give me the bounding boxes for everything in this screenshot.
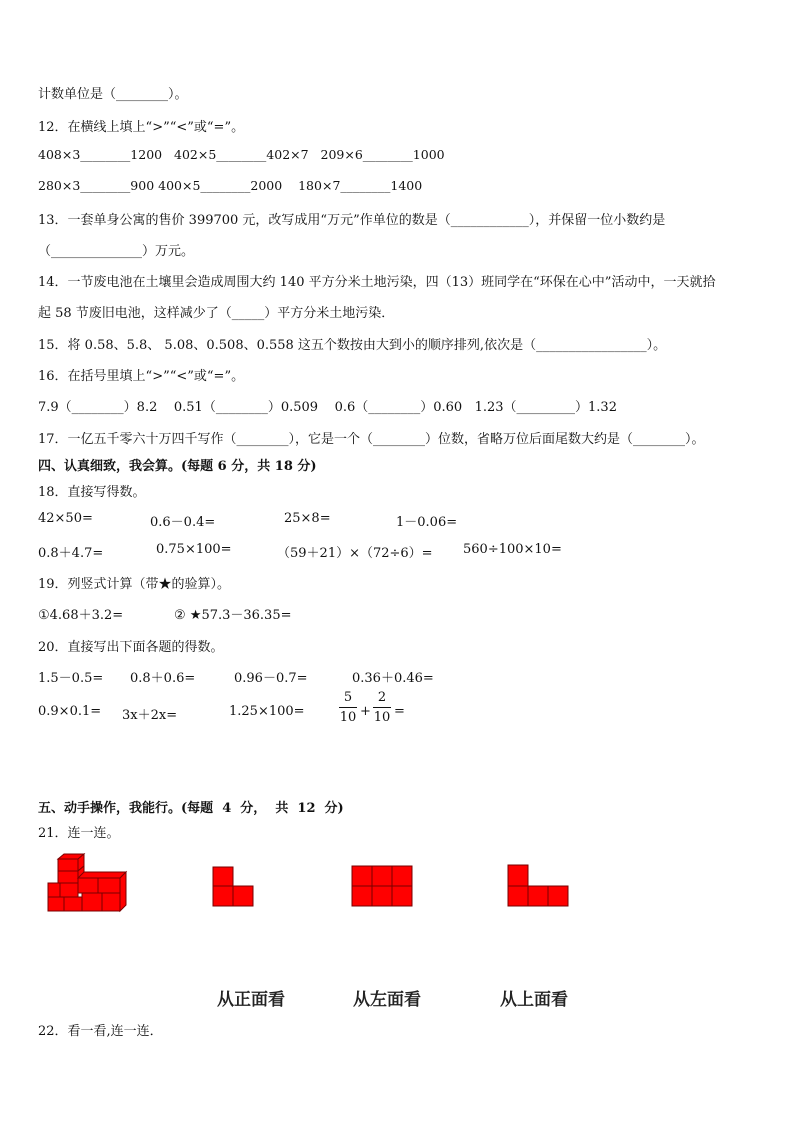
section-5-heading: 五、动手操作，我能行。(每题 4 分， 共 12 分) (38, 801, 344, 816)
fraction-2 (373, 690, 391, 725)
q20-item: 0.96－0.7= (234, 671, 308, 686)
q20-title: 20．直接写出下面各题的得数。 (38, 640, 224, 655)
q17: 17．一亿五千零六十万四千写作（________），它是一个（________）位数，省略万位后面尾数大约是（________）。 (38, 432, 705, 447)
fraction-1 (339, 690, 357, 725)
q18-item: 25×8= (284, 511, 331, 526)
view-shape-step (507, 864, 569, 907)
view-shape-grid (351, 865, 413, 907)
q18-item: 0.8＋4.7= (38, 546, 104, 561)
equals-sign: = (394, 704, 405, 719)
cube-solid-figure (44, 853, 128, 915)
q14-line2: 起 58 节废旧电池，这样减少了（_____）平方分米土地污染． (38, 306, 395, 321)
q13-line2: （______________）万元。 (38, 244, 195, 259)
view-shape-l (212, 866, 256, 908)
q20-item: 1.5－0.5= (38, 671, 104, 686)
q12-title: 12．在横线上填上“>”“<”或“=”。 (38, 120, 245, 135)
q19-item: ② ★57.3－36.35= (174, 608, 292, 623)
q18-item: （59＋21）×（72÷6）= (277, 546, 433, 561)
q22-title: 22．看一看,连一连． (38, 1024, 163, 1039)
q20-item: 1.25×100= (229, 704, 305, 719)
fraction-bar (339, 707, 357, 708)
q19-item: ①4.68＋3.2= (38, 608, 124, 623)
view-label-front: 从正面看 (217, 990, 285, 1010)
q12-row2: 280×3________900 400×5________2000 180×7________1400 (38, 178, 423, 193)
view-label-left: 从左面看 (353, 990, 421, 1010)
q20-item: 3x＋2x= (122, 708, 178, 723)
q20-item: 0.36＋0.46= (352, 671, 434, 686)
line-continuation: 计数单位是（________）。 (38, 87, 188, 102)
q13-line1: 13．一套单身公寓的售价 399700 元，改写成用“万元”作单位的数是（____________），并保留一位小数约是 (38, 213, 666, 228)
numerator: 5 (343, 690, 353, 705)
q14-line1: 14．一节废电池在土壤里会造成周围大约 140 平方分米土地污染，四（13）班同学在“环保在心中”活动中，一天就拾 (38, 275, 716, 290)
view-label-top: 从上面看 (500, 990, 568, 1010)
q18-item: 42×50= (38, 511, 93, 526)
q20-item: 0.9×0.1= (38, 704, 102, 719)
q18-item: 1－0.06= (396, 515, 458, 530)
q12-row1: 408×3________1200 402×5________402×7 209×6________1000 (38, 147, 445, 162)
q21-title: 21．连一连。 (38, 826, 120, 841)
q18-item: 0.6－0.4= (150, 515, 216, 530)
section-4-heading: 四、认真细致，我会算。(每题 6 分，共 18 分) (38, 459, 317, 474)
q16-row: 7.9（________）8.2 0.51（________）0.509 0.6（________）0.60 1.23（_________）1.32 (38, 400, 617, 415)
q16-title: 16．在括号里填上“>”“<”或“=”。 (38, 369, 245, 384)
q18-item: 0.75×100= (156, 542, 232, 557)
denominator: 10 (373, 710, 391, 725)
q18-title: 18．直接写得数。 (38, 485, 146, 500)
q15: 15．将 0.58、5.8、 5.08、0.508、0.558 这五个数按由大到小的顺序排列,依次是（_________________）。 (38, 338, 667, 353)
plus-sign: + (360, 704, 371, 719)
q18-item: 560÷100×10= (463, 542, 562, 557)
denominator: 10 (339, 710, 357, 725)
numerator: 2 (377, 690, 387, 705)
q20-item: 0.8＋0.6= (130, 671, 196, 686)
q19-title: 19．列竖式计算（带★的验算）。 (38, 577, 231, 592)
fraction-bar (373, 707, 391, 708)
